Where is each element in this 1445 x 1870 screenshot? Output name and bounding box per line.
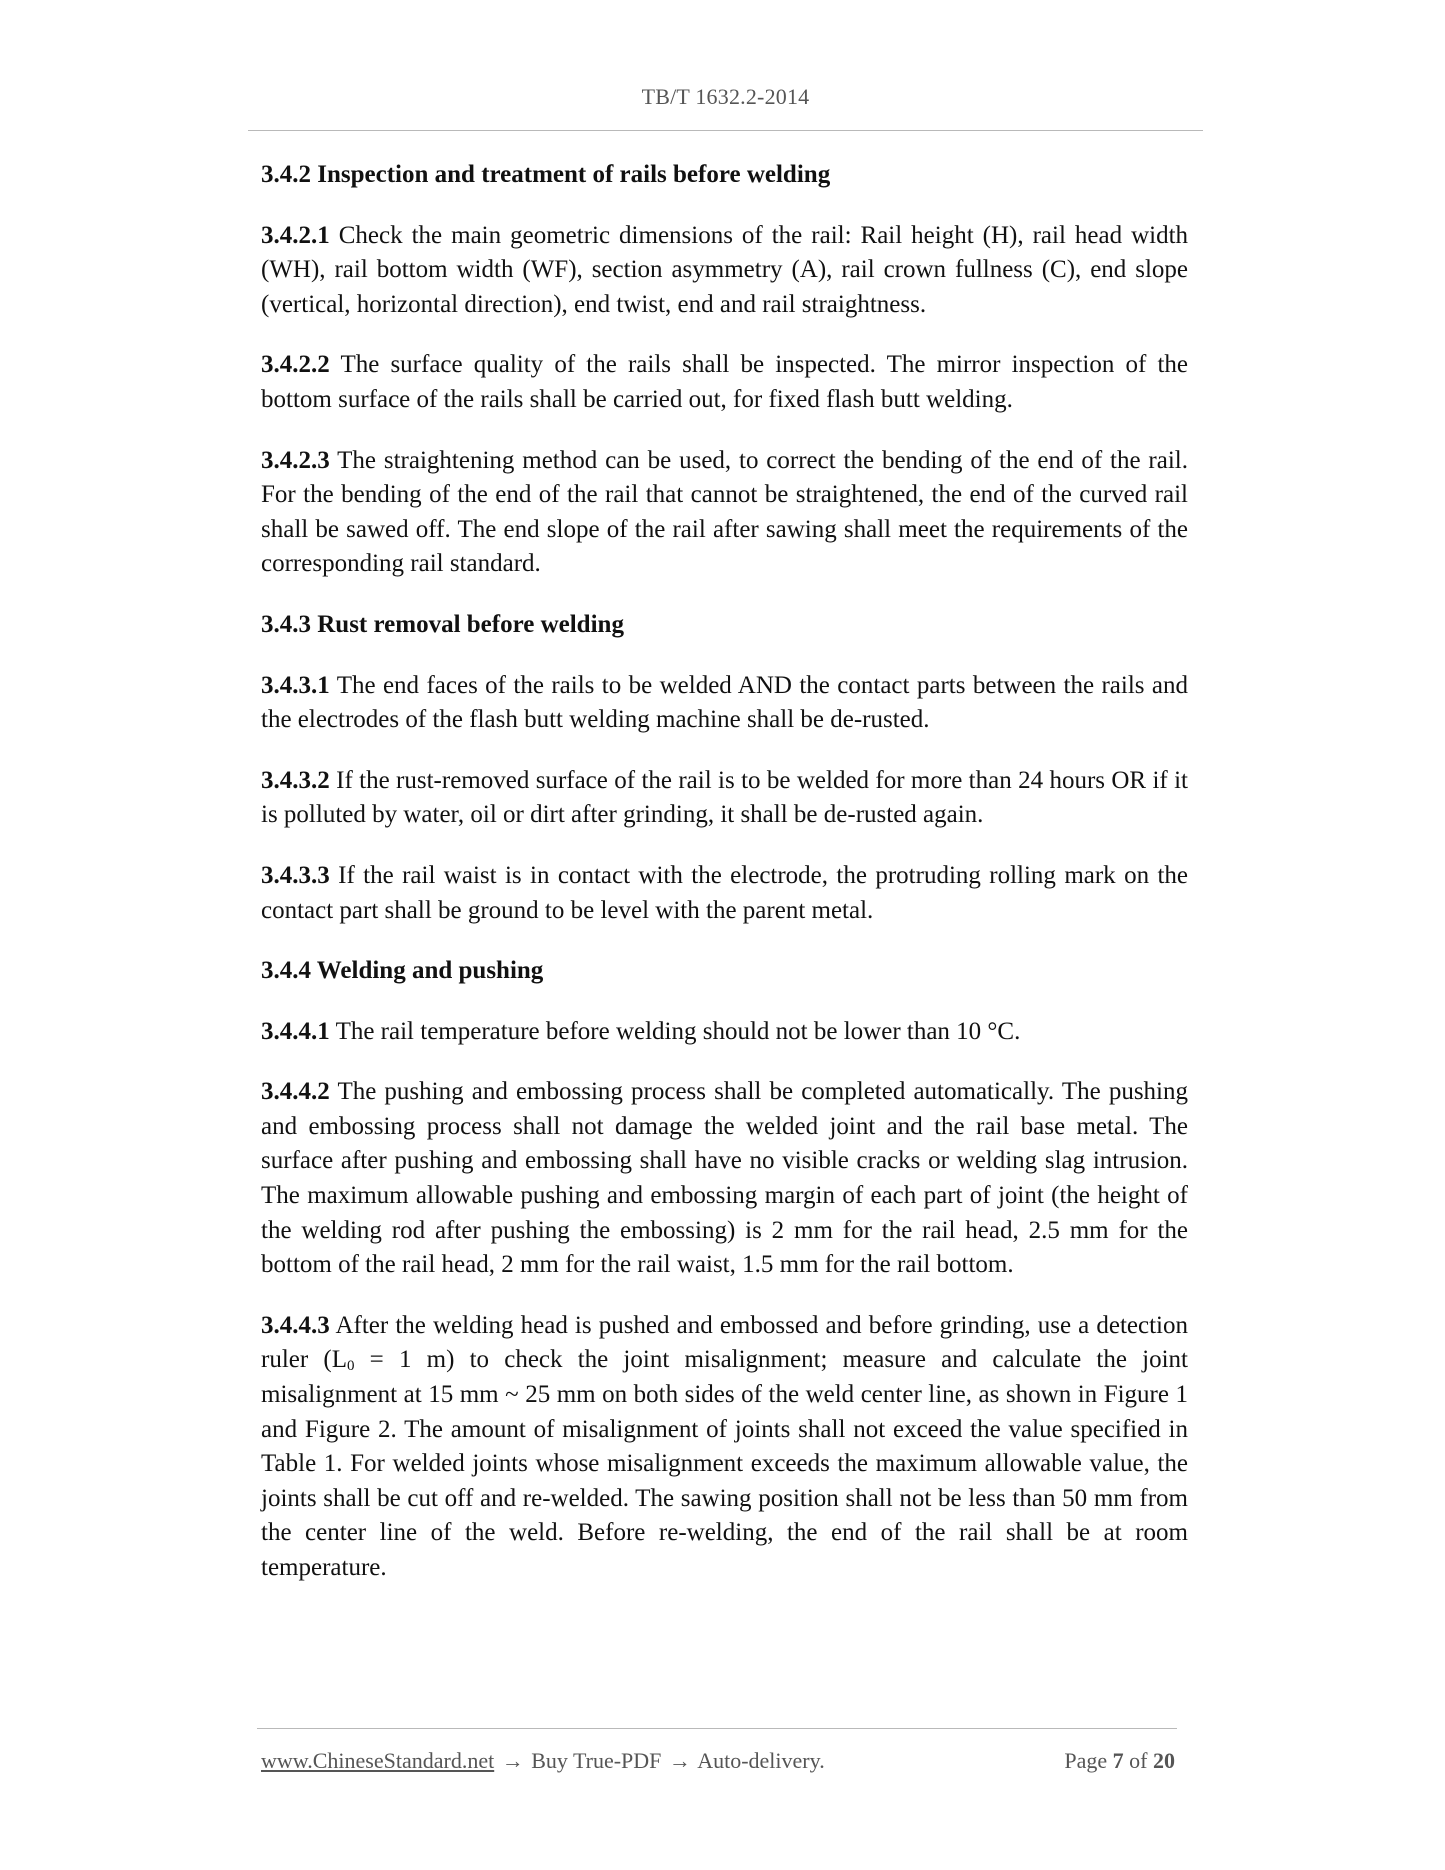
clause-text: The rail temperature before welding should not be lower than 10 °C. [335,1017,1021,1045]
document-body [261,158,1188,1612]
clause-number: 3.4.4.1 [261,1017,330,1045]
clause-3-4-3-2 [261,764,1188,833]
clause-number: 3.4.2.3 [261,446,330,474]
arrow-right-icon: → [501,1748,524,1773]
clause-text: Check the main geometric dimensions of the rail: Rail height (H), rail head width (WH), rail bottom width (WF), section asymmetry (A), rail crown fullness (C), end slope (vertical, horizontal direction), end twist, end and rail straightness. [261,221,1189,318]
page-label: Page [1064,1748,1108,1773]
header-divider [248,130,1203,131]
clause-3-4-3-3 [261,859,1188,928]
current-page-number: 7 [1112,1748,1124,1773]
total-pages-number: 20 [1153,1748,1175,1773]
clause-text-part-1: After the welding head is pushed and embossed and before grinding, use a detection ruler (L [261,1311,1189,1374]
clause-3-4-3-1 [261,669,1188,738]
buy-pdf-text: Buy True-PDF [531,1748,662,1773]
running-header [248,84,1203,110]
document-code: TB/T 1632.2-2014 [641,84,810,109]
section-heading-3-4-2: 3.4.2 Inspection and treatment of rails before welding [261,161,831,188]
clause-3-4-2-3 [261,444,1188,582]
clause-text: If the rail waist is in contact with the electrode, the protruding rolling mark on the contact part shall be ground to be level with the parent metal. [261,861,1188,924]
clause-3-4-4-3 [261,1309,1188,1586]
clause-number: 3.4.4.2 [261,1078,330,1106]
subscript-zero: 0 [346,1358,355,1375]
footer-divider [257,1728,1177,1729]
clause-text: If the rust-removed surface of the rail is to be welded for more than 24 hours OR if it is polluted by water, oil or dirt after grinding, it shall be de-rusted again. [261,766,1189,829]
clause-text-part-2: = 1 m) to check the joint misalignment; measure and calculate the joint misalignment at 15 mm ~ 25 mm on both sides of the weld center line, as shown in Figure 1 and Figure 2. The amount of misalignment of joints shall not exceed the value specified in Table 1. For welded joints whose misalignment exceeds the maximum allowable value, the joints shall be cut off and re-welded. The sawing position shall not be less than 50 mm from the center line of the weld. Before re-welding, the end of the rail shall be at room temperature. [261,1346,1189,1581]
clause-number: 3.4.2.1 [261,221,330,249]
clause-number: 3.4.4.3 [261,1311,330,1339]
clause-text: The pushing and embossing process shall be completed automatically. The pushing and embossing process shall not damage the welded joint and the rail base metal. The surface after pushing and embossing shall have no visible cracks or welding slag intrusion. The maximum allowable pushing and embossing margin of each part of joint (the height of the welding rod after pushing the embossing) is 2 mm for the rail head, 2.5 mm for the bottom of the rail head, 2 mm for the rail waist, 1.5 mm for the rail bottom. [261,1078,1188,1279]
clause-number: 3.4.3.1 [261,671,330,699]
clause-number: 3.4.3.2 [261,766,330,794]
of-label: of [1129,1748,1148,1773]
clause-text: The surface quality of the rails shall be inspected. The mirror inspection of the bottom surface of the rails shall be carried out, for fixed flash butt welding. [261,351,1188,413]
section-heading-3-4-4: 3.4.4 Welding and pushing [261,957,544,985]
clause-number: 3.4.2.2 [261,351,330,379]
clause-number: 3.4.3.3 [261,861,330,889]
auto-delivery-text: Auto-delivery. [697,1748,825,1773]
page-indicator [1064,1748,1175,1774]
clause-3-4-4-2 [261,1075,1188,1283]
clause-text: The straightening method can be used, to correct the bending of the end of the rail. For the bending of the end of the rail that cannot be straightened, the end of the curved rail shall be sawed off. The end slope of the rail after sawing shall meet the requirements of the corresponding rail standard. [261,446,1188,578]
arrow-right-icon: → [668,1748,691,1773]
clause-3-4-2-2 [261,348,1188,417]
section-heading-3-4-3: 3.4.3 Rust removal before welding [261,610,624,638]
clause-3-4-2-1 [261,219,1188,323]
website-link[interactable]: www.ChineseStandard.net [261,1748,495,1773]
clause-text: The end faces of the rails to be welded AND the contact parts between the rails and the electrodes of the flash butt welding machine shall be de-rusted. [261,671,1188,734]
clause-3-4-4-1 [261,1015,1188,1050]
footer-promo [261,1748,825,1774]
